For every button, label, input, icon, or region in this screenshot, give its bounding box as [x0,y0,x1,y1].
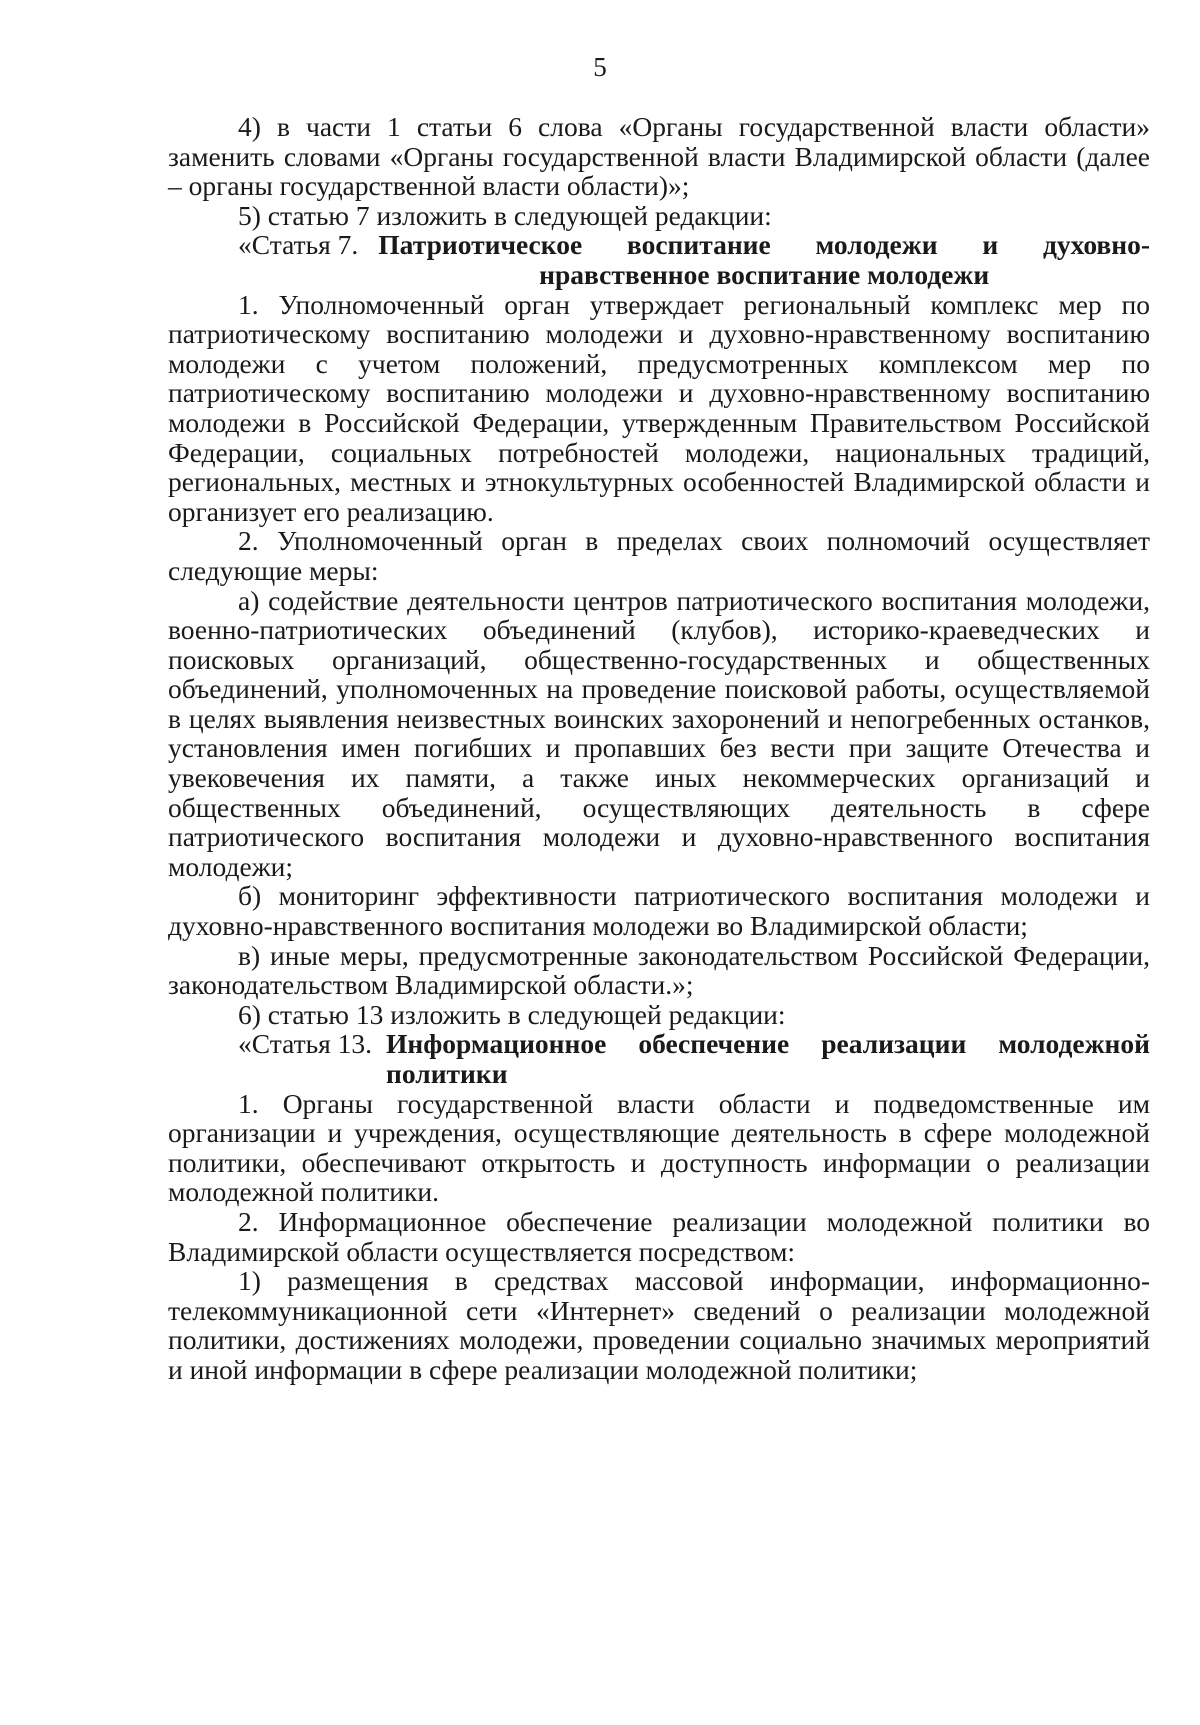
article-13-part-2: 2. Информационное обеспечение реализации молодежной политики во Владимирской области осуществляется посредством: [168,1205,1150,1267]
article-7-subitem-b: б) мониторинг эффективности патриотического воспитания молодежи и духовно-нравственного воспитания молодежи во Владимирской области; [168,880,1150,942]
article-13-subitem-1: 1) размещения в средствах массовой информации, информационно-телекоммуникационной сети «Интернет» сведений о реализации молодежной политики, достижениях молодежи, проведении социально значимых мероприятий и иной информации в сфере реализации молодежной политики; [168,1265,1150,1385]
article-7-heading [168,230,1150,289]
article-7-subitem-v: в) иные меры, предусмотренные законодательством Российской Федерации, законодательством Владимирской области.»; [168,939,1150,1001]
document-body [168,112,1150,1385]
page-number: 5 [593,52,607,82]
article-7-title: Патриотическое воспитание молодежи и духовно-нравственное воспитание молодежи [378,229,1150,290]
article-7-part-2: 2. Уполномоченный орган в пределах своих полномочий осуществляет следующие меры: [168,525,1150,586]
article-13-number: «Статья 13. [238,1028,373,1060]
article-7-part-1: 1. Уполномоченный орган утверждает региональный комплекс мер по патриотическому воспитанию молодежи и духовно-нравственному воспитанию молодежи с учетом положений, предусмотренных комплексом мер по патриотическому воспитанию молодежи и духовно-нравственному воспитанию молодежи в Российской Федерации, утвержденным Правительством Российской Федерации, социальных потребностей молодежи, национальных традиций, региональных, местных и этнокультурных особенностей Владимирской области и организует его реализацию. [168,288,1150,527]
article-7-number: «Статья 7. [238,229,359,261]
paragraph-item-4: 4) в части 1 статьи 6 слова «Органы государственной власти области» заменить словами «Органы государственной власти Владимирской области (далее – органы государственной власти области)»; [168,111,1150,202]
article-13-title: Информационное обеспечение реализации молодежной политики [386,1028,1150,1089]
article-7-subitem-a: а) содействие деятельности центров патриотического воспитания молодежи, военно-патриотических объединений (клубов), историко-краеведческих и поисковых организаций, общественно-государственных и общественных объединений, уполномоченных на проведение поисковой работы, осуществляемой в целях выявления неизвестных воинских захоронений и непогребенных останков, установления имен погибших и пропавших без вести при защите Отечества и увековечения их памяти, а также иных некоммерческих организаций и общественных объединений, осуществляющих деятельность в сфере патриотического воспитания молодежи и духовно-нравственного воспитания молодежи; [168,584,1150,882]
paragraph-item-6: 6) статью 13 изложить в следующей редакции: [238,998,786,1030]
article-13-heading [168,1029,1150,1088]
article-13-part-1: 1. Органы государственной власти области и подведомственные им организации и учреждения, осуществляющие деятельность в сфере молодежной политики, обеспечивают открытость и доступность информации о реализации молодежной политики. [168,1087,1150,1208]
paragraph-item-5: 5) статью 7 изложить в следующей редакции: [238,199,772,231]
